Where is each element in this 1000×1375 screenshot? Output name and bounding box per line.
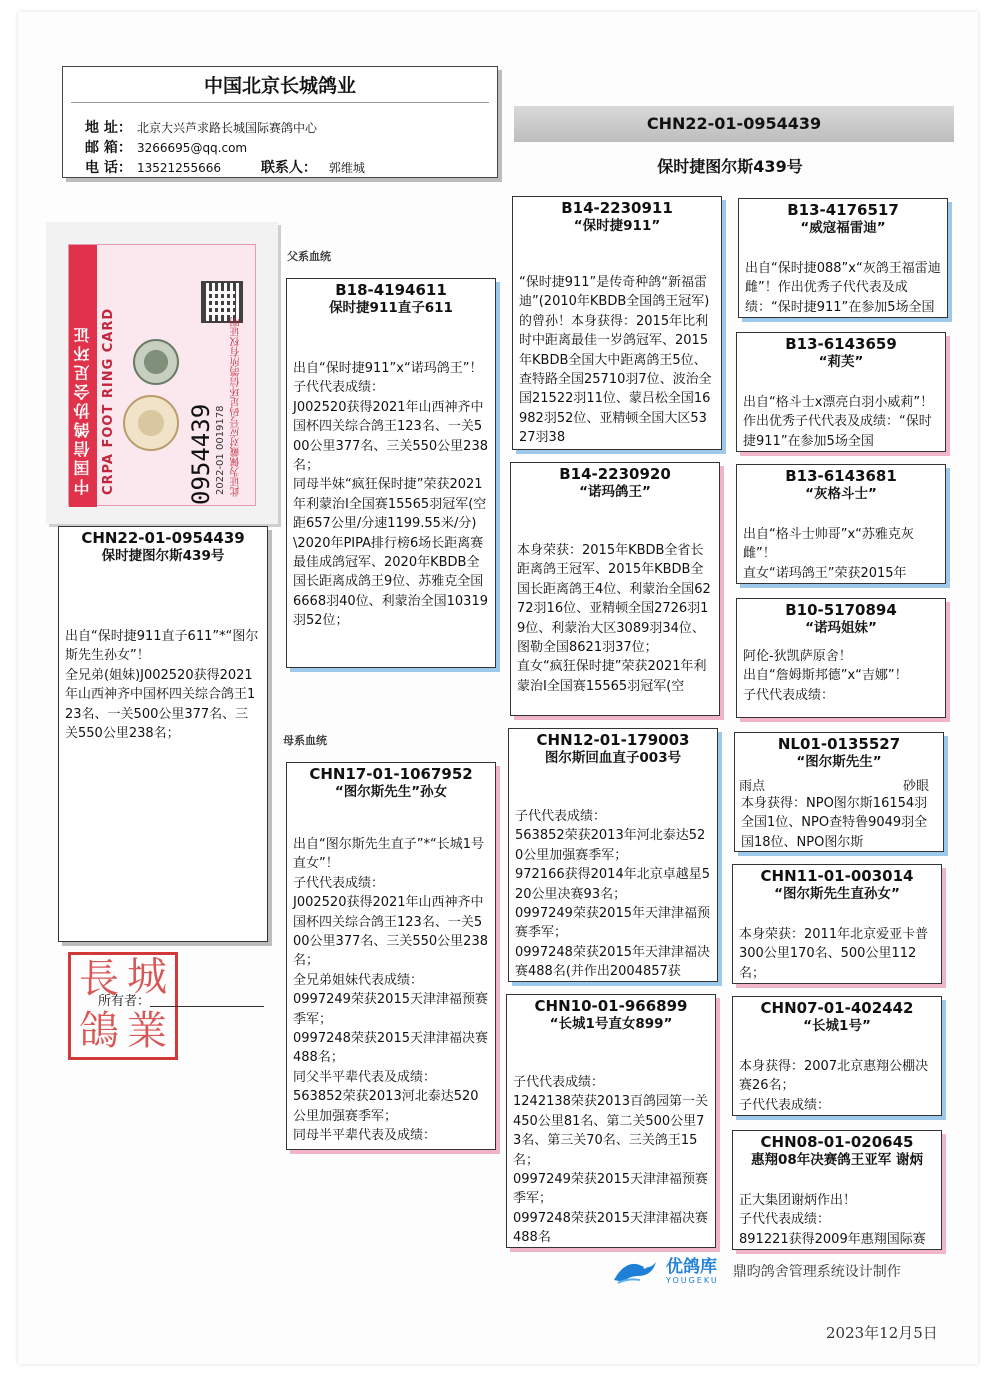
phone-label: 电 话：: [85, 160, 132, 176]
sire-dam-ring: B14-2230920: [559, 465, 671, 483]
ggp-3-name: “灰格斗士”: [805, 486, 877, 502]
ring-card-number: 0954439: [187, 403, 215, 505]
dam-dam-desc: 子代代表成绩： 1242138荣获2013百鸽园第一关450公里81名、第二关500公里73名、第三关70名、三关鸽王15名； 0997249荣获2015天津津福预赛季军； 0997248荣获2015天津津福决赛488名: [513, 1075, 708, 1246]
seal-char-2: 城: [127, 954, 167, 1000]
brand-name: 优鸽库: [666, 1256, 717, 1277]
ggp-1-ring: B13-4176517: [787, 201, 899, 219]
ggp-7-name: “长城1号”: [803, 1018, 871, 1034]
ggp-card-6: [732, 864, 942, 984]
ggp-4-desc: 阿伦-狄凯萨原舍！ 出自“詹姆斯邦德”x“吉娜”！ 子代代表成绩：: [743, 649, 908, 703]
email-value[interactable]: 3266695@qq.com: [137, 141, 248, 155]
ggp-8-name: 惠翔08年决赛鸽王亚军 谢炳: [751, 1152, 923, 1168]
dam-name: “图尔斯先生”孙女: [334, 784, 448, 800]
ggp-5-eye-trait: 雨点: [739, 779, 766, 794]
dam-dam-card: [506, 994, 716, 1248]
ggp-card-1: [738, 198, 948, 318]
ggp-1-name: “威寇福雷迪”: [800, 220, 886, 236]
email-row: [85, 137, 247, 157]
dam-card: [286, 762, 496, 1150]
address-row: [85, 117, 317, 137]
contact-label: 联系人：: [260, 160, 317, 176]
ggp-card-4: [736, 598, 946, 718]
subject-name-heading: 保时捷图尔斯439号: [657, 157, 803, 176]
ggp-6-name: “图尔斯先生直孙女”: [774, 886, 900, 902]
address-value: 北京大兴芦求路长城国际赛鸽中心: [137, 121, 318, 135]
seal-char-1: 長: [79, 956, 119, 1002]
dam-desc: 出自“图尔斯先生直子”*“长城1号直女”！ 子代代表成绩： J002520获得2021年山西神齐中国杯四关综合鸽王123名、一关500公里377名、三关550公里238名； 全兄弟姐妹代表成绩： 0997249荣获2015天津津福预赛季军； 0997248荣获2015天津津福决赛488名； 同父半平辈代表及成绩： 563852荣获2013河北泰达520公里加强赛季军； 同母半平辈代表及成绩：: [293, 837, 488, 1144]
sire-sire-name: “保时捷911”: [573, 218, 661, 234]
phone-row: [85, 157, 365, 177]
ggp-card-8: [732, 1130, 942, 1250]
ring-card-small-code: 0019178: [215, 405, 226, 451]
ring-card-year-code: 2022-01: [215, 453, 226, 495]
brand-text: [666, 1258, 719, 1285]
dam-sire-name: 图尔斯回血直子003号: [544, 750, 682, 766]
print-date: 2023年12月5日: [826, 1324, 938, 1342]
sire-dam-card: [510, 462, 720, 716]
dam-dam-ring: CHN10-01-966899: [534, 997, 688, 1015]
brand-footer: [612, 1256, 901, 1286]
sire-name: 保时捷911直子611: [329, 300, 453, 316]
ring-card-notice: 此证为佩戴对应号码足环信鸽所有权证明: [231, 317, 242, 497]
dam-ring: CHN17-01-1067952: [309, 765, 473, 783]
sire-sire-desc: “保时捷911”是传奇种鸽“新福雷迪”(2010年KBDB全国鸽王冠军)的曾孙！本身获得：2015年比利时中距离最佳一岁鸽冠军、2015年KBDB全国大中距离鸽王5位、查特路全国25710羽7位、波治全国21522羽11位、蒙吕松全国16982羽52位、亚精顿全国大区5327羽38: [519, 275, 712, 446]
subject-ring-banner: CHN22-01-0954439: [514, 106, 954, 142]
brand-sub: YOUGEKU: [666, 1275, 719, 1285]
sire-sire-ring: B14-2230911: [561, 199, 673, 217]
ggp-2-name: “莉芙”: [818, 354, 864, 370]
crpa-emblem-icon: [133, 339, 179, 385]
ggp-8-ring: CHN08-01-020645: [760, 1133, 914, 1151]
ggp-7-ring: CHN07-01-402442: [760, 999, 914, 1017]
seal-char-4: 業: [127, 1008, 167, 1054]
dam-section-label: 母系血统: [283, 734, 327, 747]
address-label: 地 址：: [85, 120, 132, 136]
dam-sire-ring: CHN12-01-179003: [536, 731, 690, 749]
dam-sire-desc: 子代代表成绩： 563852荣获2013年河北泰达520公里加强赛季军； 972166获得2014年北京卓越星520公里决赛93名； 0997249荣获2015年天津津福预赛季军； 0997248荣获2015年天津津福决赛488名(并作出2004857获: [515, 809, 710, 980]
subject-desc: 出自“保时捷911直子611”*“图尔斯先生孙女”！ 全兄弟(姐妹)J002520获得2021年山西神齐中国杯四关综合鸽王123名、一关500公里377名、三关550公里238名；: [65, 629, 259, 742]
ring-card-en-title: CRPA FOOT RING CARD: [101, 307, 116, 495]
ggp-6-desc: 本身荣获：2011年北京爱亚卡普300公里170名、500公里112名；: [739, 927, 929, 981]
ggp-card-3: [736, 464, 946, 584]
dam-sire-card: [508, 728, 718, 982]
dam-dam-name: “长城1号直女899”: [549, 1016, 673, 1032]
brand-credit: 鼎昀鸽舍管理系统设计制作: [732, 1264, 901, 1280]
phone-value: 13521255666: [137, 161, 221, 175]
seal-char-3: 鴿: [79, 1008, 119, 1054]
ring-card-year: [215, 375, 226, 495]
ggp-2-ring: B13-6143659: [785, 335, 897, 353]
ring-card-cn-title: 中国信鸽协会足环证: [73, 324, 92, 495]
ggp-7-desc: 本身获得：2007北京惠翔公棚决赛26名； 子代代表成绩：: [739, 1059, 929, 1113]
sire-dam-name: “诺玛鸽王”: [579, 484, 651, 500]
ggp-5-desc: 本身获得：NPO图尔斯16154羽全国1位、NPO查特鲁9049羽全国18位、NPO图尔斯: [741, 796, 928, 850]
email-label: 邮 箱：: [85, 140, 132, 156]
ring-card-face: [68, 244, 256, 506]
owner-signature-line: [150, 1006, 264, 1007]
ggp-2-desc: 出自“格斗士x漂亮白羽小威莉”！作出优秀子代代表及成绩：“保时捷911”在参加5场全国: [743, 395, 934, 449]
ggp-5-eye-sign: 砂眼: [902, 779, 929, 794]
sire-section-label: 父系血统: [287, 250, 331, 263]
loft-title: 中国北京长城鸽业: [71, 67, 489, 103]
ggp-6-ring: CHN11-01-003014: [760, 867, 914, 885]
ggp-1-desc: 出自“保时捷088”x“灰鸽王福雷迪雌”！作出优秀子代代表及成绩：“保时捷911”在参加5场全国: [745, 261, 941, 315]
pigeon-emblem-icon: [123, 395, 179, 451]
sire-dam-desc: 本身荣获：2015年KBDB全省长距离鸽王冠军、2015年KBDB全国长距离鸽王4位、利蒙治全国6272羽16位、亚精顿全国2726羽19位、利蒙治大区3089羽34位、图勒全国8621羽37位； 直女“疯狂保时捷”荣获2021年利蒙治I全国赛15565羽冠军(空: [517, 543, 711, 694]
sire-sire-card: [512, 196, 722, 450]
contact-value: 郭维城: [328, 161, 365, 175]
ggp-card-7: [732, 996, 942, 1116]
loft-header: [62, 66, 498, 178]
ggp-4-name: “诺玛姐妹”: [805, 620, 877, 636]
owner-label: 所有者：: [98, 994, 151, 1009]
ggp-8-desc: 正大集团谢炳作出！ 子代代表成绩： 891221获得2009年惠翔国际赛: [739, 1193, 926, 1247]
ggp-card-5: [734, 732, 944, 852]
ggp-3-ring: B13-6143681: [785, 467, 897, 485]
sire-ring: B18-4194611: [335, 281, 447, 299]
sire-card: [286, 278, 496, 668]
ggp-5-ring: NL01-0135527: [777, 735, 901, 753]
subject-ring: CHN22-01-0954439: [81, 529, 245, 547]
ggp-4-ring: B10-5170894: [785, 601, 897, 619]
subject-name: 保时捷图尔斯439号: [101, 548, 225, 564]
sire-desc: 出自“保时捷911”x“诺玛鸽王”！ 子代代表成绩： J002520获得2021年山西神齐中国杯四关综合鸽王123名、一关500公里377名、三关550公里238名； 同母半妹“疯狂保时捷”荣获2021年利蒙治I全国赛15565羽冠军(空距657公里/分速1199.55米/分)\2020年PIPA排行榜6场长距离赛最佳成鸽冠军、2020年KBDB全国长距离成鸽王9位、苏雅克全国6668羽40位、利蒙治全国10319羽52位；: [293, 361, 488, 629]
ggp-card-2: [736, 332, 946, 452]
foot-ring-card: [46, 222, 278, 524]
yougeku-logo-icon: [612, 1256, 658, 1286]
subject-card: [58, 526, 268, 942]
ggp-5-traits: [735, 775, 943, 794]
ggp-3-desc: 出自“格斗士帅哥”x“苏雅克灰雌”！ 直女“诺玛鸽王”荣获2015年: [743, 527, 914, 581]
ggp-5-name: “图尔斯先生”: [796, 754, 882, 770]
